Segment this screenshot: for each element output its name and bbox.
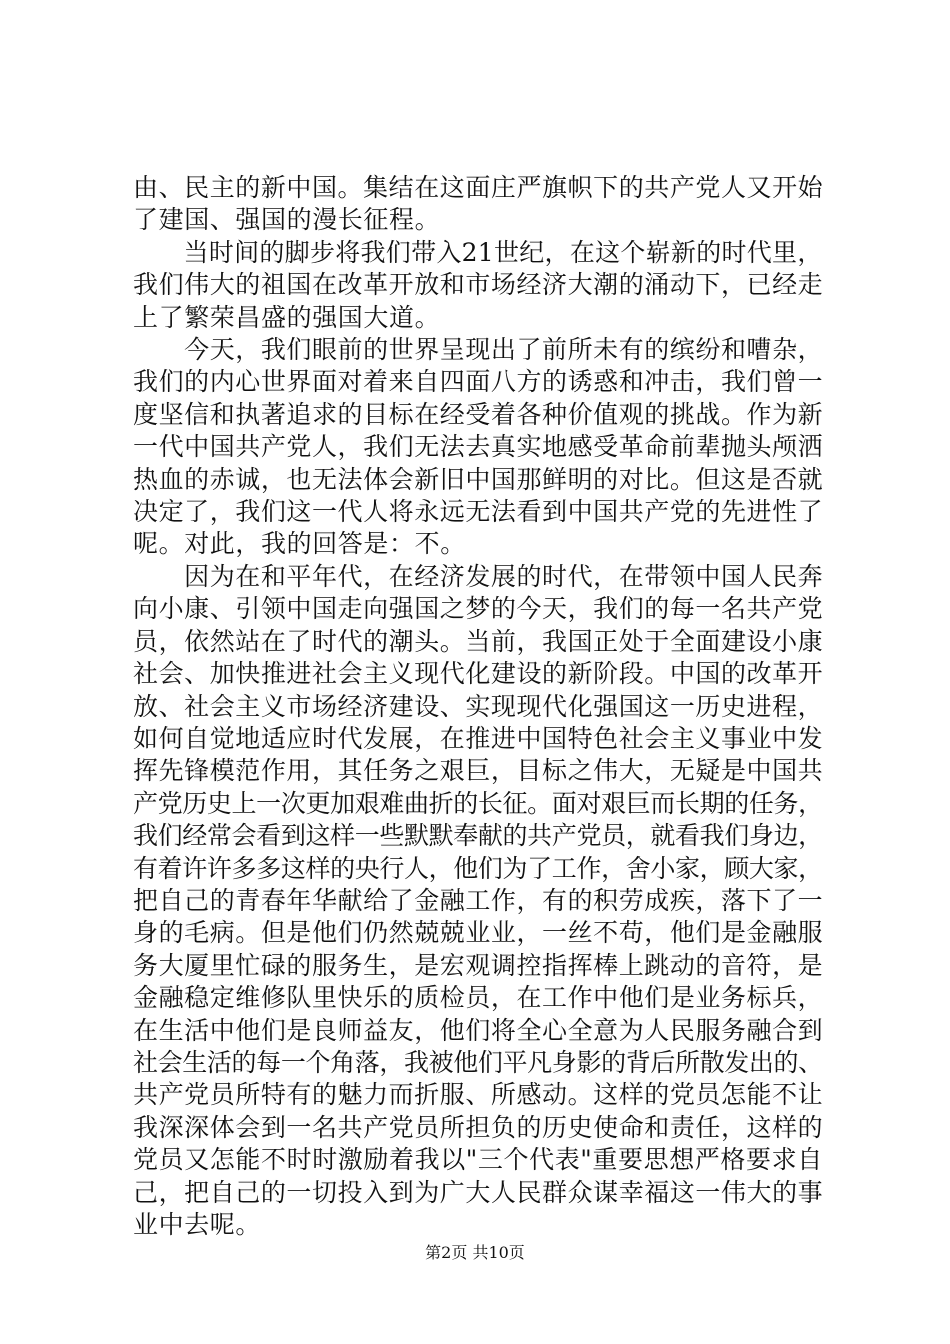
text-line: 社会、加快推进社会主义现代化建设的新阶段。中国的改革开: [133, 659, 824, 689]
body-text: [133, 172, 823, 1241]
text-line: 度坚信和执著追求的目标在经受着各种价值观的挑战。作为新: [133, 399, 824, 429]
text-line: 身的毛病。但是他们仍然兢兢业业，一丝不苟，他们是金融服: [133, 918, 824, 948]
text-line: 员，依然站在了时代的潮头。当前，我国正处于全面建设小康: [133, 626, 824, 656]
text-line: 我们伟大的祖国在改革开放和市场经济大潮的涌动下，已经走: [133, 270, 824, 300]
text-line: 当时间的脚步将我们带入21世纪，在这个崭新的时代里，: [133, 237, 823, 267]
text-line: 我们的内心世界面对着来自四面八方的诱惑和冲击，我们曾一: [133, 367, 824, 397]
text-line: 放、社会主义市场经济建设、实现现代化强国这一历史进程，: [133, 691, 824, 721]
text-line: 在生活中他们是良师益友，他们将全心全意为人民服务融合到: [133, 1015, 824, 1045]
text-line: 了建国、强国的漫长征程。: [133, 205, 441, 235]
text-line: 把自己的青春年华献给了金融工作，有的积劳成疾，落下了一: [133, 885, 824, 915]
text-line: 上了繁荣昌盛的强国大道。: [133, 302, 441, 332]
text-line: 如何自觉地适应时代发展，在推进中国特色社会主义事业中发: [133, 723, 824, 753]
page-footer: 第2页 共10页: [425, 1243, 525, 1262]
text-line: 因为在和平年代，在经济发展的时代，在带领中国人民奔: [133, 561, 824, 591]
text-line: 己，把自己的一切投入到为广大人民群众谋幸福这一伟大的事: [133, 1177, 824, 1207]
text-line: 党员又怎能不时时激励着我以"三个代表"重要思想严格要求自: [133, 1145, 823, 1175]
text-line: 社会生活的每一个角落，我被他们平凡身影的背后所散发出的、: [133, 1047, 823, 1077]
text-line: 产党历史上一次更加艰难曲折的长征。面对艰巨而长期的任务，: [133, 788, 823, 818]
text-line: 业中去呢。: [133, 1210, 262, 1239]
text-line: 一代中国共产党人，我们无法去真实地感受革命前辈抛头颅洒: [133, 432, 824, 462]
text-line: 我深深体会到一名共产党员所担负的历史使命和责任，这样的: [133, 1112, 824, 1142]
text-line: 热血的赤诚，也无法体会新旧中国那鲜明的对比。但这是否就: [133, 464, 824, 494]
text-line: 有着许许多多这样的央行人，他们为了工作，舍小家，顾大家，: [133, 853, 823, 883]
text-line: 金融稳定维修队里快乐的质检员，在工作中他们是业务标兵，: [133, 983, 824, 1013]
text-line: 由、民主的新中国。集结在这面庄严旗帜下的共产党人又开始: [133, 173, 824, 202]
text-line: 呢。对此，我的回答是：不。: [133, 529, 466, 559]
text-line: 共产党员所特有的魅力而折服、所感动。这样的党员怎能不让: [133, 1080, 824, 1110]
text-line: 今天，我们眼前的世界呈现出了前所未有的缤纷和嘈杂，: [133, 335, 824, 365]
text-line: 决定了，我们这一代人将永远无法看到中国共产党的先进性了: [133, 497, 824, 527]
text-line: 向小康、引领中国走向强国之梦的今天，我们的每一名共产党: [133, 594, 824, 624]
text-line: 我们经常会看到这样一些默默奉献的共产党员，就看我们身边，: [133, 821, 823, 851]
text-line: 挥先锋模范作用，其任务之艰巨，目标之伟大，无疑是中国共: [133, 756, 824, 786]
text-line: 务大厦里忙碌的服务生，是宏观调控指挥棒上跳动的音符，是: [133, 950, 824, 980]
